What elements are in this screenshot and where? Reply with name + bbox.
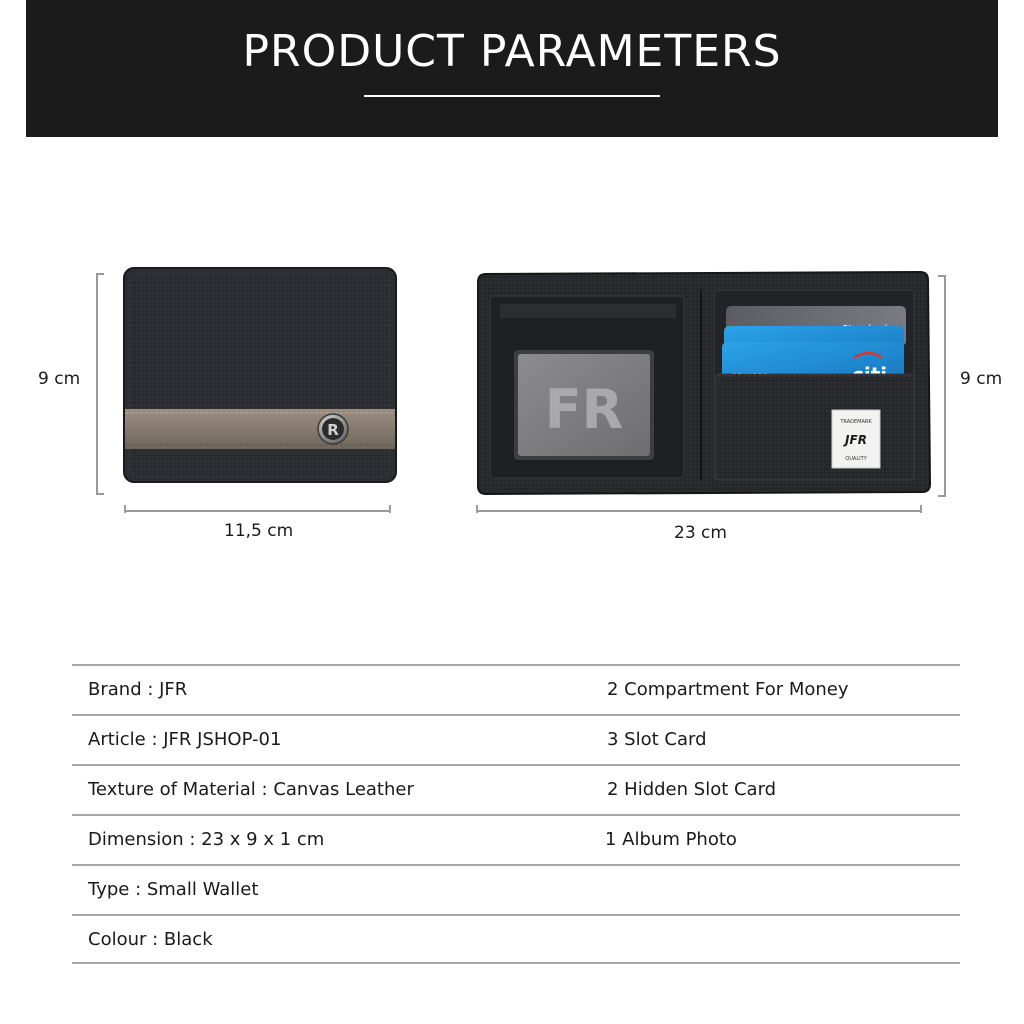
closed-height-cap-top	[96, 273, 104, 275]
open-height-label: 9 cm	[960, 369, 1003, 389]
table-row	[72, 764, 960, 814]
open-height-line	[944, 275, 946, 497]
title-underline	[364, 95, 660, 97]
table-row	[72, 864, 960, 914]
table-row	[72, 814, 960, 864]
closed-height-line	[96, 273, 98, 495]
closed-width-line	[124, 510, 391, 512]
tag-trademark: TRADEMARK	[840, 419, 872, 425]
closed-width-label: 11,5 cm	[224, 521, 294, 541]
spec-dimension: Dimension : 23 x 9 x 1 cm	[88, 829, 325, 850]
closed-height-cap-bottom	[96, 493, 104, 495]
open-height-cap-bottom	[938, 495, 946, 497]
closed-width-cap-left	[124, 505, 126, 513]
spec-album-photo: 1 Album Photo	[605, 829, 737, 850]
window-logo: FR	[544, 378, 624, 441]
open-wallet-image	[470, 270, 932, 498]
closed-width-cap-right	[389, 505, 391, 513]
table-row	[72, 914, 960, 964]
spec-type: Type : Small Wallet	[88, 879, 259, 900]
open-height-cap-top	[938, 275, 946, 277]
spec-colour: Colour : Black	[88, 929, 213, 950]
closed-wallet-image	[120, 264, 400, 486]
closed-wallet-logo: R	[327, 421, 339, 439]
spec-hidden-slot: 2 Hidden Slot Card	[607, 779, 777, 800]
open-width-line	[476, 510, 922, 512]
spec-slot-card: 3 Slot Card	[607, 729, 707, 750]
spec-table	[72, 664, 960, 964]
page-title: PRODUCT PARAMETERS	[242, 26, 782, 77]
open-width-label: 23 cm	[674, 523, 727, 543]
spec-brand: Brand : JFR	[88, 679, 188, 700]
closed-height-label: 9 cm	[38, 369, 81, 389]
spec-material: Texture of Material : Canvas Leather	[88, 779, 414, 800]
open-width-cap-left	[476, 505, 478, 513]
header-banner	[26, 0, 998, 137]
tag-quality: QUALITY	[845, 456, 867, 462]
spec-compartment: 2 Compartment For Money	[607, 679, 849, 700]
tag-brand: JFR	[845, 433, 867, 447]
spec-article: Article : JFR JSHOP-01	[88, 729, 282, 750]
open-width-cap-right	[920, 505, 922, 513]
table-row	[72, 714, 960, 764]
table-row	[72, 664, 960, 714]
